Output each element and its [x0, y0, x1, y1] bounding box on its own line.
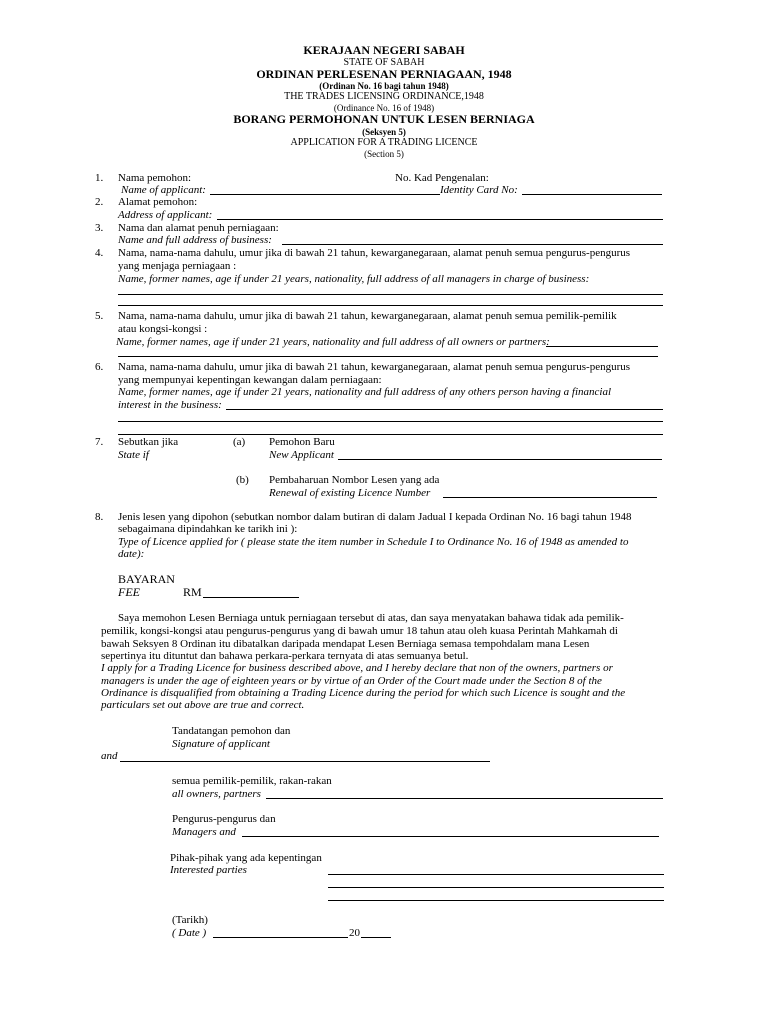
q2-label-en: Address of applicant: [118, 209, 213, 221]
q7-option-a-label-en: New Applicant [269, 449, 334, 461]
q8-text-en-1: Type of Licence applied for ( please state the item number in Schedule I to Ordinance No. 16 of 1948 as amended to [118, 536, 629, 548]
managers-label-ms: Pengurus-pengurus dan [172, 813, 276, 825]
title-state-ms: KERAJAAN NEGERI SABAH [303, 43, 465, 57]
q7-option-a-label-ms: Pemohon Baru [269, 436, 335, 448]
date-year-field[interactable] [361, 937, 391, 938]
fee-amount-field[interactable] [203, 597, 299, 598]
q8-text-en-2: date): [118, 548, 145, 560]
q8-number: 8. [95, 511, 104, 523]
q4-text-ms-2: yang menjaga perniagaan : [118, 260, 237, 272]
signature-label-en: Signature of applicant [172, 738, 270, 750]
title-ordinance-no-en: (Ordinance No. 16 of 1948) [333, 103, 435, 113]
interested-signature-line-3[interactable] [328, 900, 664, 901]
identity-card-field[interactable] [522, 194, 662, 195]
q1-ic-label-en: Identity Card No: [440, 184, 518, 196]
q4-number: 4. [95, 247, 104, 259]
q5-text-ms-2: atau kongsi-kongsi : [118, 323, 208, 335]
title-ordinance-en: THE TRADES LICENSING ORDINANCE,1948 [284, 91, 484, 102]
q7-option-b-label-en: Renewal of existing Licence Number [269, 487, 431, 499]
title-ordinance-no-ms: (Ordinan No. 16 bagi tahun 1948) [319, 81, 449, 91]
owners-signature-field[interactable] [266, 798, 663, 799]
q5-number: 5. [95, 310, 104, 322]
owners-label-ms: semua pemilik-pemilik, rakan-rakan [172, 775, 332, 787]
declaration-ms-3: bawah Seksyen 8 Ordinan itu dibatalkan daripada mendapat Lesen Berniaga semasa tempohdalam mana Lesen [101, 638, 590, 650]
declaration-en-2: managers is under the age of eighteen years or by virtue of an Order of the Court made under the Section 8 of the [101, 675, 602, 687]
fee-currency: RM [183, 585, 202, 599]
q7-number: 7. [95, 436, 104, 448]
fee-label-ms: BAYARAN [118, 572, 175, 586]
declaration-ms-2: pemilik, kongsi-kongsi atau pengurus-pengurus yang di bawah umur 18 tahun atau oleh kuasa Perintah Mahkamah di [101, 625, 618, 637]
form-section-ms: (Seksyen 5) [362, 127, 406, 137]
q6-text-en-2: interest in the business: [118, 399, 222, 411]
q8-text-ms-2: sebagaimana dipindahkan ke tarikh ini ): [118, 523, 298, 535]
applicant-address-field[interactable] [217, 219, 663, 220]
declaration-ms-4: sepertinya itu dituntut dan bahawa perkara-perkara ternyata di atas semuanya betul. [101, 650, 469, 662]
q7-label-en: State if [118, 449, 149, 461]
signature-label-ms: Tandatangan pemohon dan [172, 725, 291, 737]
interested-parties-field-inline[interactable] [226, 409, 663, 410]
fee-label-en: FEE [118, 585, 140, 599]
q2-label-ms: Alamat pemohon: [118, 196, 198, 208]
declaration-en-1: I apply for a Trading Licence for business described above, and I hereby declare that non of the owners, partners or [101, 662, 613, 674]
managers-field-line-1[interactable] [118, 294, 663, 295]
q6-text-en-1: Name, former names, age if under 21 years, nationality and full address of any others person having a financial [118, 386, 612, 398]
q7-label-ms: Sebutkan jika [118, 436, 179, 448]
declaration-en-3: Ordinance is disqualified from obtaining a Trading Licence during the period for which such Licence is sought and the [101, 687, 626, 699]
q8-text-ms-1: Jenis lesen yang dipohon (sebutkan nombor dalam butiran di dalam Jadual I kepada Ordinan No. 16 bagi tahun 1948 [118, 511, 632, 523]
form-section-en: (Section 5) [364, 149, 404, 159]
q1-ic-label-ms: No. Kad Pengenalan: [395, 172, 489, 184]
q3-label-ms: Nama dan alamat penuh perniagaan: [118, 222, 279, 234]
q3-label-en: Name and full address of business: [118, 234, 272, 246]
interested-signature-line-1[interactable] [328, 874, 664, 875]
date-day-month-field[interactable] [213, 937, 348, 938]
q6-number: 6. [95, 361, 104, 373]
interested-parties-field-line-1[interactable] [118, 421, 663, 422]
new-applicant-field[interactable] [338, 459, 662, 460]
owners-label-en: all owners, partners [172, 788, 261, 800]
q7-option-b-marker: (b) [236, 474, 249, 486]
declaration-en-4: particulars set out above are true and correct. [101, 699, 305, 711]
interested-label-en: Interested parties [170, 864, 247, 876]
interested-signature-line-2[interactable] [328, 887, 664, 888]
applicant-signature-field[interactable] [120, 761, 490, 762]
owners-field-line-1[interactable] [118, 356, 658, 357]
date-label-en: ( Date ) [172, 927, 207, 939]
declaration-ms-1: Saya memohon Lesen Berniaga untuk perniagaan tersebut di atas, dan saya menyatakan bahawa tidak ada pemilik- [118, 612, 624, 624]
q1-label-en: Name of applicant: [121, 184, 206, 196]
q5-text-en-1: Name, former names, age if under 21 years, nationality and full address of all owners or partners: [116, 336, 550, 348]
managers-signature-field[interactable] [242, 836, 659, 837]
q5-text-ms-1: Nama, nama-nama dahulu, umur jika di bawah 21 tahun, kewarganegaraan, alamat penuh semua pemilik-pemilik [118, 310, 617, 322]
q1-label-ms: Nama pemohon: [118, 172, 192, 184]
q4-text-en-1: Name, former names, age if under 21 years, nationality, full address of all managers in charge of business: [118, 273, 590, 285]
form-title-en: APPLICATION FOR A TRADING LICENCE [290, 137, 478, 148]
q6-text-ms-1: Nama, nama-nama dahulu, umur jika di bawah 21 tahun, kewarganegaraan, alamat penuh semua pengurus-pengurus [118, 361, 631, 373]
date-label-ms: (Tarikh) [172, 914, 208, 926]
interested-label-ms: Pihak-pihak yang ada kepentingan [170, 852, 322, 864]
q3-number: 3. [95, 222, 104, 234]
q1-number: 1. [95, 172, 104, 184]
owners-field-inline[interactable] [546, 346, 658, 347]
title-state-en: STATE OF SABAH [343, 57, 425, 68]
managers-field-line-2[interactable] [118, 305, 663, 306]
applicant-name-field[interactable] [210, 194, 440, 195]
signature-and-label: and [101, 750, 118, 762]
title-ordinance-ms: ORDINAN PERLESENAN PERNIAGAAN, 1948 [256, 67, 512, 81]
form-title-ms: BORANG PERMOHONAN UNTUK LESEN BERNIAGA [233, 112, 535, 126]
q6-text-ms-2: yang mempunyai kepentingan kewangan dalam perniagaan: [118, 374, 382, 386]
q2-number: 2. [95, 196, 104, 208]
q7-option-a-marker: (a) [233, 436, 246, 448]
interested-parties-field-line-2[interactable] [118, 434, 663, 435]
q4-text-ms-1: Nama, nama-nama dahulu, umur jika di bawah 21 tahun, kewarganegaraan, alamat penuh semua pengurus-pengurus [118, 247, 631, 259]
renewal-licence-number-field[interactable] [443, 497, 657, 498]
managers-label-en: Managers and [172, 826, 236, 838]
date-year-prefix: 20 [349, 927, 360, 939]
business-address-field[interactable] [282, 244, 663, 245]
q7-option-b-label-ms: Pembaharuan Nombor Lesen yang ada [269, 474, 440, 486]
